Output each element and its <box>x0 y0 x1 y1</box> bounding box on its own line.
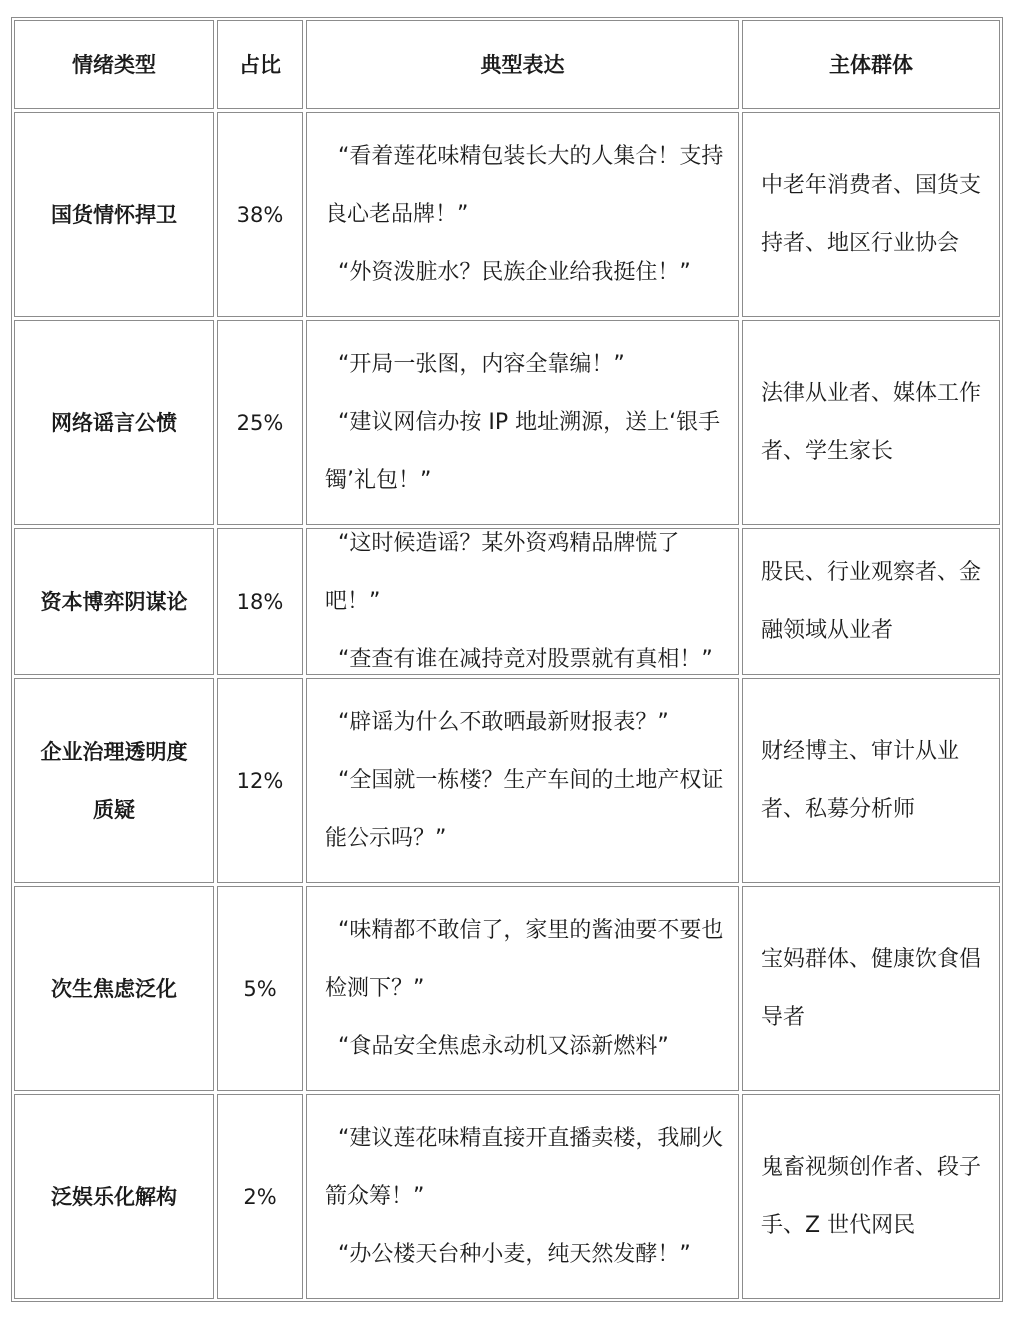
header-main-group <box>742 20 1000 109</box>
emotion-type-cell <box>14 112 214 317</box>
share-value: 25% <box>236 410 284 435</box>
emotion-type-cell <box>14 678 214 883</box>
emotion-type-label: 网络谣言公愤 <box>51 410 177 435</box>
expression-quote: “建议网信办按 IP 地址溯源，送上‘银手镯’礼包！” <box>325 409 721 493</box>
expression-quote: “查查有谁在减持竞对股票就有真相！” <box>338 646 713 672</box>
header-share <box>217 20 303 109</box>
typical-expression-cell <box>306 886 739 1091</box>
header-emotion-type <box>14 20 214 109</box>
expression-quote: “味精都不敢信了，家里的酱油要不要也检测下？” <box>325 917 724 1001</box>
expression-quote: “辟谣为什么不敢晒最新财报表？” <box>338 709 669 735</box>
expression-quote: “开局一张图，内容全靠编！” <box>338 351 625 377</box>
expression-quote: “看着莲花味精包装长大的人集合！支持良心老品牌！” <box>325 143 724 227</box>
share-cell <box>217 112 303 317</box>
emotion-analysis-table <box>11 17 1003 1302</box>
share-value: 2% <box>243 1184 277 1209</box>
share-cell <box>217 886 303 1091</box>
main-group-cell <box>742 528 1000 675</box>
share-cell <box>217 320 303 525</box>
main-group-cell <box>742 112 1000 317</box>
emotion-type-label: 国货情怀捍卫 <box>51 202 177 227</box>
emotion-type-label: 企业治理透明度质疑 <box>40 739 188 822</box>
expression-quote: “外资泼脏水？民族企业给我挺住！” <box>338 259 691 285</box>
main-group-text: 法律从业者、媒体工作者、学生家长 <box>761 380 982 464</box>
header-typical-expression <box>306 20 739 109</box>
typical-expression-cell <box>306 112 739 317</box>
expression-quote: “建议莲花味精直接开直播卖楼，我刷火箭众筹！” <box>325 1125 724 1209</box>
main-group-cell <box>742 1094 1000 1299</box>
emotion-type-cell <box>14 528 214 675</box>
expression-quote: “全国就一栋楼？生产车间的土地产权证能公示吗？” <box>325 767 724 851</box>
share-cell <box>217 528 303 675</box>
header-typical-expression-label: 典型表达 <box>480 52 565 77</box>
emotion-type-cell <box>14 320 214 525</box>
main-group-cell <box>742 320 1000 525</box>
emotion-type-cell <box>14 1094 214 1299</box>
header-share-label: 占比 <box>239 52 281 77</box>
main-group-text: 鬼畜视频创作者、段子手、Z 世代网民 <box>761 1154 982 1238</box>
main-group-text: 中老年消费者、国货支持者、地区行业协会 <box>761 172 982 256</box>
typical-expression-cell <box>306 1094 739 1299</box>
main-group-text: 宝妈群体、健康饮食倡导者 <box>761 946 982 1030</box>
emotion-type-cell <box>14 886 214 1091</box>
share-cell <box>217 1094 303 1299</box>
main-group-text: 财经博主、审计从业者、私募分析师 <box>761 738 960 822</box>
share-cell <box>217 678 303 883</box>
header-emotion-type-label: 情绪类型 <box>72 52 156 77</box>
expression-quote: “办公楼天台种小麦，纯天然发酵！” <box>338 1241 691 1267</box>
emotion-type-label: 次生焦虑泛化 <box>51 976 177 1001</box>
main-group-cell <box>742 886 1000 1091</box>
share-value: 12% <box>236 768 284 793</box>
main-group-text: 股民、行业观察者、金融领域从业者 <box>761 559 982 643</box>
emotion-type-label: 资本博弈阴谋论 <box>40 589 188 614</box>
emotion-type-label: 泛娱乐化解构 <box>51 1184 177 1209</box>
expression-quote: “食品安全焦虑永动机又添新燃料” <box>338 1033 669 1059</box>
share-value: 18% <box>236 589 284 614</box>
typical-expression-cell <box>306 678 739 883</box>
share-value: 38% <box>236 202 284 227</box>
typical-expression-cell <box>306 320 739 525</box>
header-main-group-label: 主体群体 <box>829 52 913 77</box>
typical-expression-cell <box>306 528 739 675</box>
share-value: 5% <box>243 976 277 1001</box>
expression-quote: “这时候造谣？某外资鸡精品牌慌了吧！” <box>325 530 680 614</box>
main-group-cell <box>742 678 1000 883</box>
